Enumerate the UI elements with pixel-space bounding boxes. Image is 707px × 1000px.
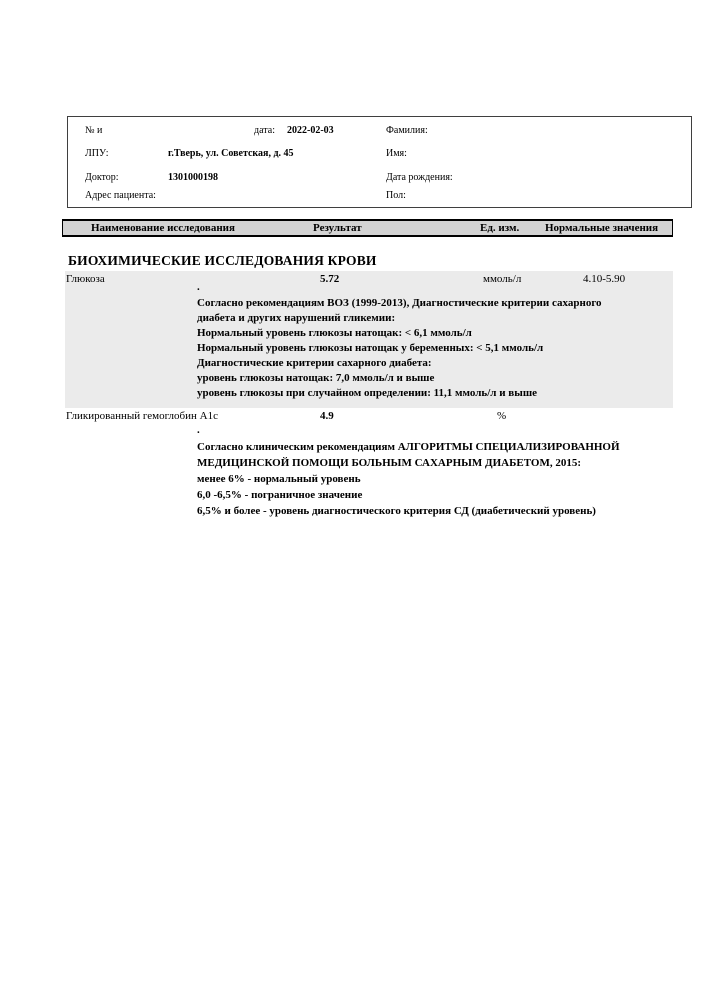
column-result: Результат — [313, 222, 362, 234]
comment-line: Согласно клиническим рекомендациям АЛГОРИТМЫ СПЕЦИАЛИЗИРОВАННОЙ — [197, 441, 620, 453]
column-normal-values: Нормальные значения — [545, 222, 659, 234]
results-table-header — [62, 219, 673, 237]
patient-address-label: Адрес пациента: — [85, 190, 156, 201]
glucose-comment — [197, 296, 602, 401]
comment-line: Нормальный уровень глюкозы натощак у беременных: < 5,1 ммоль/л — [197, 342, 544, 354]
column-test-name: Наименование исследования — [91, 222, 235, 234]
comment-line: уровень глюкозы при случайном определении: 11,1 ммоль/л и выше — [197, 387, 538, 399]
date-value: 2022-02-03 — [287, 125, 334, 136]
test-result: 4.9 — [320, 410, 334, 422]
hba1c-comment — [197, 439, 620, 519]
test-unit: ммоль/л — [483, 273, 522, 285]
table-row-hba1c — [0, 409, 707, 423]
test-name: Гликированный гемоглобин A1c — [66, 410, 218, 422]
firstname-label: Имя: — [386, 148, 407, 159]
order-number-label: № и — [85, 125, 103, 136]
comment-dot: . — [197, 281, 200, 293]
test-normal-range: 4.10-5.90 — [583, 273, 626, 285]
doctor-value: 1301000198 — [168, 172, 218, 183]
comment-dot: . — [197, 424, 200, 436]
comment-line: уровень глюкозы натощак: 7,0 ммоль/л и выше — [197, 372, 435, 384]
birthdate-label: Дата рождения: — [386, 172, 453, 183]
comment-line: менее 6% - нормальный уровень — [197, 473, 361, 485]
comment-line: МЕДИЦИНСКОЙ ПОМОЩИ БОЛЬНЫМ САХАРНЫМ ДИАБЕТОМ, 2015: — [197, 457, 582, 469]
date-label: дата: — [254, 125, 275, 136]
table-row-glucose — [0, 272, 707, 286]
patient-info-box — [67, 116, 692, 208]
lpu-value: г.Тверь, ул. Советская, д. 45 — [168, 148, 294, 159]
lpu-label: ЛПУ: — [85, 148, 109, 159]
comment-line: диабета и других нарушений гликемии: — [197, 312, 396, 324]
section-title-biochemistry: БИОХИМИЧЕСКИЕ ИССЛЕДОВАНИЯ КРОВИ — [68, 253, 377, 268]
comment-line: 6,0 -6,5% - пограничное значение — [197, 489, 363, 501]
column-units: Ед. изм. — [480, 222, 520, 234]
surname-label: Фамилия: — [386, 125, 428, 136]
comment-line: Согласно рекомендациям ВОЗ (1999-2013), Диагностические критерии сахарного — [197, 297, 602, 309]
test-name: Глюкоза — [66, 273, 105, 285]
comment-line: Диагностические критерии сахарного диабета: — [197, 357, 432, 369]
test-unit: % — [497, 410, 507, 422]
doctor-label: Доктор: — [85, 172, 119, 183]
comment-line: 6,5% и более - уровень диагностического критерия СД (диабетический уровень) — [197, 505, 596, 517]
test-result: 5.72 — [320, 273, 340, 285]
comment-line: Нормальный уровень глюкозы натощак: < 6,1 ммоль/л — [197, 327, 472, 339]
sex-label: Пол: — [386, 190, 406, 201]
